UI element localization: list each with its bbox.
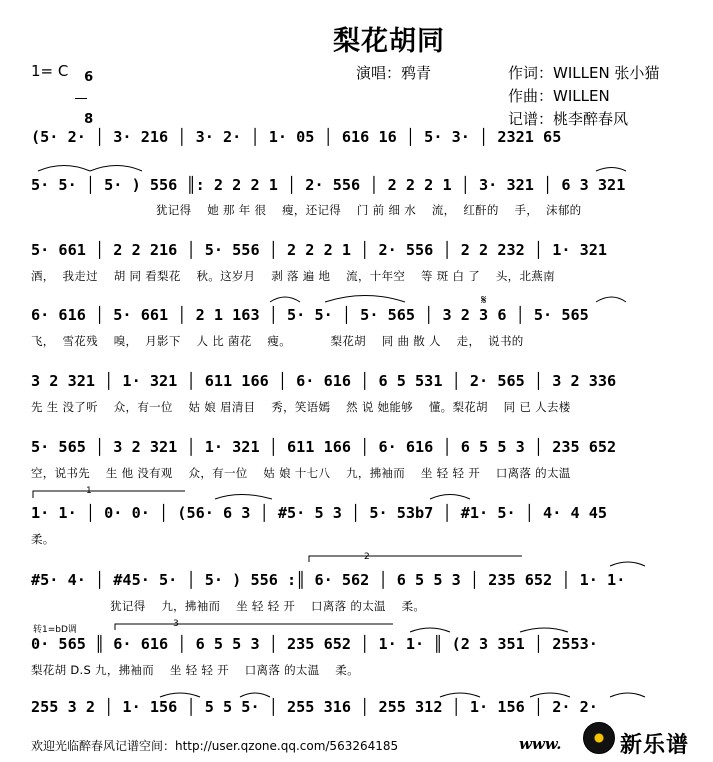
score-row-7-lyrics: 柔。 xyxy=(31,532,55,546)
segno-sign: 𝄋 xyxy=(481,293,487,308)
volta-3-bracket xyxy=(115,624,393,630)
score-row-3-lyrics: 酒， 我走过 胡 同 看梨花 秋。这岁月 剥 落 遍 地 流，十年空 等 斑 白 了 头，北燕南 xyxy=(31,269,555,283)
score-row-3-notes: 5· 661 │ 2 2 216 │ 5· 556 │ 2 2 2 1 │ 2· 556 │ 2 2 232 │ 1· 321 xyxy=(31,241,608,259)
lyricist-credit: 作词：WILLEN 张小猫 xyxy=(508,64,660,82)
score-row-10-notes: 255 3 2 │ 1· 156 │ 5 5 5· │ 255 316 │ 255 312 │ 1· 156 │ 2· 2· xyxy=(31,698,598,716)
volta-1-label: 1 xyxy=(86,486,92,496)
score-row-1-notes: (5· 2· │ 3· 216 │ 3· 2· │ 1· 05 │ 616 16 │ 5· 3· │ 2321 65 xyxy=(31,128,562,146)
score-row-4-lyrics: 飞， 雪花残 嗅， 月影下 人 比 菌花 瘦。 梨花胡 同 曲 散 人 走， 说书的 xyxy=(31,334,524,348)
score-row-7-notes: 1· 1· │ 0· 0· │ (56· 6 3 │ #5· 5 3 │ 5· 53b7 │ #1· 5· │ 4· 4 45 xyxy=(31,504,608,522)
volta-brackets xyxy=(33,491,522,630)
score-row-2-lyrics: 犹记得 她 那 年 很 瘦，还记得 门 前 细 水 流， 红酐的 手， 沫郁的 xyxy=(156,203,582,217)
volta-2-label: 2 xyxy=(364,552,370,562)
page-title: 梨花胡同 xyxy=(333,26,445,57)
score-row-4-notes: 6· 616 │ 5· 661 │ 2 1 163 │ 5· 5· │ 5· 565 │ 3 2 3 6 │ 5· 565 xyxy=(31,306,589,324)
score-row-2-notes: 5· 5· │ 5· ) 556 ║: 2 2 2 1 │ 2· 556 │ 2 2 2 1 │ 3· 321 │ 6 3 321 xyxy=(31,176,626,194)
transcriber-credit: 记谱：桃李醉春风 xyxy=(508,110,629,128)
vinyl-logo-icon xyxy=(583,722,615,754)
score-row-5-lyrics: 先 生 没了听 众，有一位 姑 娘 眉清目 秀，笑语嫣 然 说 她能够 懂。梨花胡 同 已 人去楼 xyxy=(31,400,571,414)
brand-logo-text: 新乐谱 xyxy=(620,733,690,758)
footer-text: 欢迎光临醉春风记谱空间：http://user.qzone.qq.com/563264185 xyxy=(31,739,399,753)
score-row-5-notes: 3 2 321 │ 1· 321 │ 611 166 │ 6· 616 │ 6 5 531 │ 2· 565 │ 3 2 336 xyxy=(31,372,617,390)
score-row-8-notes: #5· 4· │ #45· 5· │ 5· ) 556 :║ 6· 562 │ 6 5 5 3 │ 235 652 │ 1· 1· xyxy=(31,571,626,589)
volta-3-label: 3 xyxy=(173,619,179,629)
score-row-9-lyrics: 梨花胡 D.S 九，拂袖而 坐 轻 轻 开 口离落 的太温 柔。 xyxy=(31,663,359,677)
modulation-note: 转1=bD调 xyxy=(33,625,77,635)
volta-1-bracket xyxy=(33,491,185,498)
slur-arcs xyxy=(38,166,645,698)
time-signature-numerator: 6 xyxy=(84,70,94,85)
composer-credit: 作曲：WILLEN xyxy=(508,87,610,105)
singer-credit: 演唱：鸦青 xyxy=(356,64,432,82)
key-signature: 1= C xyxy=(31,62,69,80)
score-row-6-notes: 5· 565 │ 3 2 321 │ 1· 321 │ 611 166 │ 6· 616 │ 6 5 5 3 │ 235 652 xyxy=(31,438,617,456)
www-watermark: www. xyxy=(519,735,562,753)
score-row-6-lyrics: 空，说书先 生 他 没有观 众，有一位 姑 娘 十七八 九，拂袖而 坐 轻 轻 开 口离落 的太温 xyxy=(31,466,571,480)
time-signature-denominator: 8 xyxy=(84,112,94,127)
score-row-8-lyrics: 犹记得 九，拂袖而 坐 轻 轻 开 口离落 的太温 柔。 xyxy=(31,599,426,613)
score-row-9-notes: 0· 565 ║ 6· 616 │ 6 5 5 3 │ 235 652 │ 1· 1· ║ (2 3 351 │ 2553· xyxy=(31,635,598,653)
volta-2-bracket xyxy=(309,556,522,562)
